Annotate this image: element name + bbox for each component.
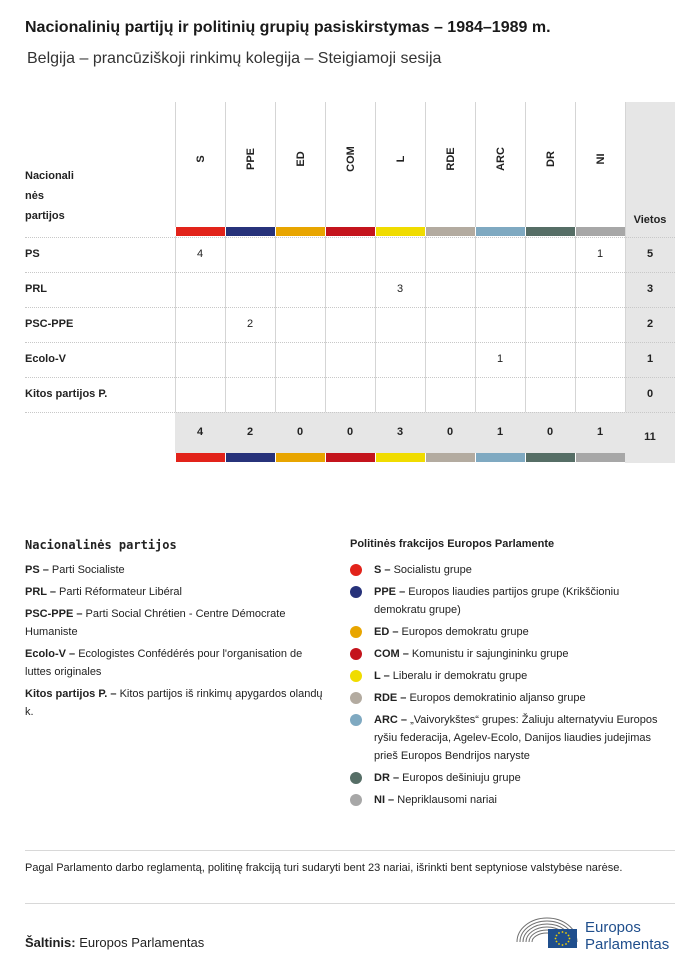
column-header-ed: ED (275, 102, 325, 227)
row-party-label: PSC-PPE (25, 318, 74, 330)
groups-legend-title: Politinės frakcijos Europos Parlamente (350, 538, 555, 550)
column-header-s: S (175, 102, 225, 227)
group-color-dot (350, 772, 362, 784)
column-header-rde: RDE (425, 102, 475, 227)
group-color-dot (350, 648, 362, 660)
footnote: Pagal Parlamento darbo reglamentą, politinę frakciją turi sudaryti bent 23 nariai, išrinkti bent septyniose valstybėse narėse. (25, 862, 623, 874)
legend-item: Kitos partijos P. – Kitos partijos iš rinkimų apygardos olandų k. (25, 688, 323, 718)
column-separator (425, 236, 426, 412)
group-color-bar (576, 453, 625, 462)
source-label: Šaltinis: (25, 935, 76, 950)
group-color-dot (350, 794, 362, 806)
total-cell: 0 (296, 426, 304, 438)
total-cell: 3 (396, 426, 404, 438)
total-cell: 0 (546, 426, 554, 438)
group-color-bar (176, 453, 225, 462)
row-divider (25, 342, 675, 343)
seats-cell: 5 (646, 248, 654, 260)
row-party-label: PS (25, 248, 40, 260)
legend-item: PRL – Parti Réformateur Libéral (25, 586, 182, 598)
group-color-dot (350, 692, 362, 704)
group-color-bar (176, 227, 225, 236)
group-color-bar (476, 227, 525, 236)
page-title: Nacionalinių partijų ir politinių grupių pasiskirstymas – 1984–1989 m. (25, 19, 551, 36)
row-divider (25, 412, 675, 413)
total-cell: 4 (196, 426, 204, 438)
column-separator (175, 236, 176, 412)
table-cell: 2 (246, 318, 254, 330)
total-cell: 0 (346, 426, 354, 438)
group-color-bar (326, 227, 375, 236)
legend-item: NI – Nepriklausomi nariai (374, 794, 497, 806)
row-header: Nacionali nės partijos (25, 170, 74, 222)
source-text: Europos Parlamentas (79, 935, 205, 950)
row-divider (25, 307, 675, 308)
table-cell: 1 (596, 248, 604, 260)
legend-item: PSC-PPE – Parti Social Chrétien - Centre Démocrate Humaniste (25, 608, 286, 638)
seats-cell: 2 (646, 318, 654, 330)
national-parties-legend-title: Nacionalinės partijos (25, 538, 177, 552)
column-header-l: L (375, 102, 425, 227)
parliament-hemicycle-icon (515, 912, 579, 948)
logo-text: Europos Parlamentas (585, 919, 670, 953)
row-party-label: PRL (25, 283, 47, 295)
legend-item: PPE – Europos liaudies partijos grupe (Krikščioniu demokratu grupe) (374, 586, 620, 616)
column-separator (375, 236, 376, 412)
column-separator (475, 236, 476, 412)
legend-item: RDE – Europos demokratinio aljanso grupe (374, 692, 586, 704)
table-cell: 4 (196, 248, 204, 260)
legend-item: Ecolo-V – Ecologistes Confédérés pour l'organisation de luttes originales (25, 648, 303, 678)
column-separator (525, 236, 526, 412)
group-color-bar (376, 453, 425, 462)
legend-item: PS – Parti Socialiste (25, 564, 125, 576)
row-party-label: Kitos partijos P. (25, 388, 108, 400)
column-header-dr: DR (525, 102, 575, 227)
group-color-bar (226, 227, 275, 236)
group-color-bar (276, 453, 325, 462)
column-separator (575, 236, 576, 412)
divider (25, 903, 675, 904)
total-seats-cell: 11 (644, 431, 656, 443)
group-color-bar (526, 227, 575, 236)
group-color-bar (476, 453, 525, 462)
group-color-bar (326, 453, 375, 462)
row-party-label: Ecolo-V (25, 353, 66, 365)
column-separator (275, 236, 276, 412)
table-cell: 3 (396, 283, 404, 295)
group-color-dot (350, 564, 362, 576)
seats-cell: 3 (646, 283, 654, 295)
column-header-ppe: PPE (225, 102, 275, 227)
column-header-ni: NI (575, 102, 625, 227)
table-cell: 1 (496, 353, 504, 365)
legend-item: DR – Europos dešiniuju grupe (374, 772, 521, 784)
legend-item: COM – Komunistu ir sajungininku grupe (374, 648, 569, 660)
group-color-bar (226, 453, 275, 462)
total-cell: 1 (596, 426, 604, 438)
column-header-arc: ARC (475, 102, 525, 227)
group-color-bar (526, 453, 575, 462)
legend-item: ARC – „Vaivorykštes“ grupes: Žaliuju alternatyviu Europos ryšiu federacija, Agelev-Ecolo, Danijos liaudies judejimas prieš Europos Bendrijos naryste (374, 714, 658, 762)
legend-item: ED – Europos demokratu grupe (374, 626, 529, 638)
group-color-dot (350, 714, 362, 726)
group-color-bar (576, 227, 625, 236)
seats-cell: 1 (646, 353, 654, 365)
source-line (25, 935, 204, 950)
total-cell: 1 (496, 426, 504, 438)
divider (25, 850, 675, 851)
seats-cell: 0 (646, 388, 654, 400)
group-color-bar (376, 227, 425, 236)
column-header-com: COM (325, 102, 375, 227)
row-divider (25, 377, 675, 378)
row-divider (25, 237, 675, 238)
legend-item: L – Liberalu ir demokratu grupe (374, 670, 528, 682)
legend-item: S – Socialistu grupe (374, 564, 472, 576)
total-cell: 2 (246, 426, 254, 438)
group-color-dot (350, 626, 362, 638)
group-color-bar (426, 453, 475, 462)
group-color-dot (350, 670, 362, 682)
total-cell: 0 (446, 426, 454, 438)
column-separator (325, 236, 326, 412)
group-color-dot (350, 586, 362, 598)
seats-header: Vietos (633, 214, 667, 226)
group-color-bar (276, 227, 325, 236)
row-divider (25, 272, 675, 273)
group-color-bar (426, 227, 475, 236)
page-subtitle: Belgija – prancūziškoji rinkimų kolegija – Steigiamoji sesija (27, 50, 442, 67)
